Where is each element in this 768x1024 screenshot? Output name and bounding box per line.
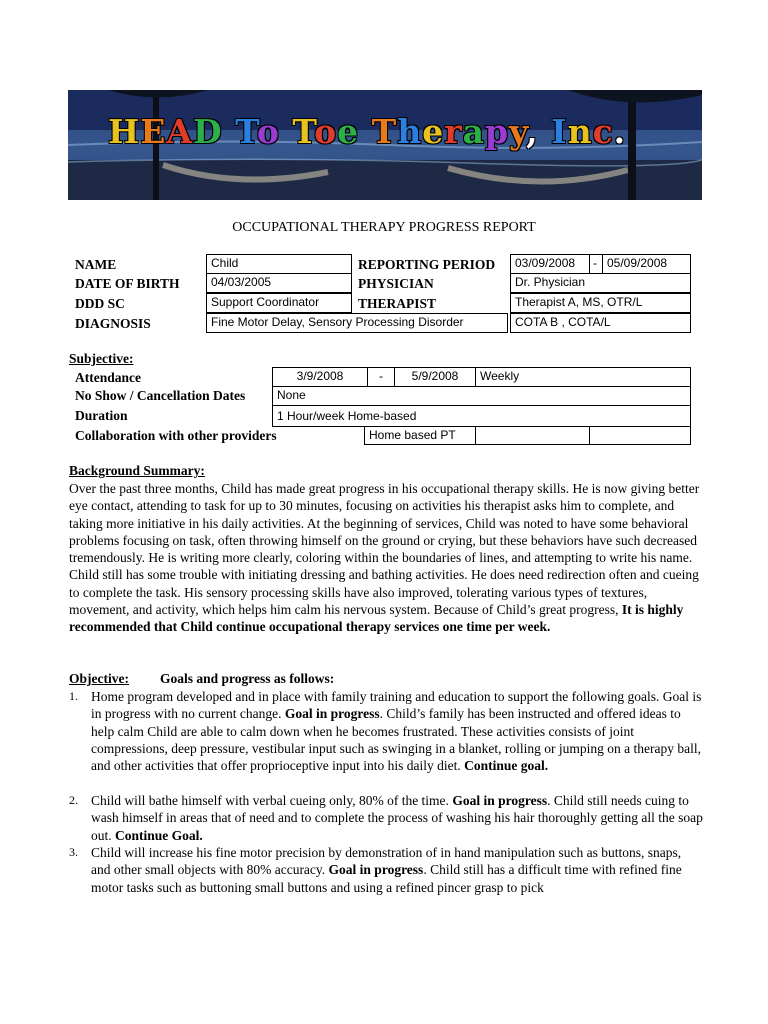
goal-number: 3.: [69, 845, 78, 859]
company-logo: HEAD To Toe Therapy, Inc.: [108, 112, 627, 151]
duration-label: Duration: [75, 408, 128, 423]
goal-text: . Child’s family has been instructed and offered ideas to help calm Child are able to calm down when he becomes frustrated. These activities consists of joint compressions, deep pressure, vestibular input such as swinging in a blanket, rolling or jumping on a therapy ball, and other activities that offer proprioceptive input into his daily diet.: [91, 706, 702, 774]
attendance-start-field: 3/9/2008: [272, 367, 368, 387]
report-title: OCCUPATIONAL THERAPY PROGRESS REPORT: [232, 220, 536, 235]
objective-subheading: Goals and progress as follows:: [160, 671, 335, 686]
attendance-label: Attendance: [75, 370, 141, 385]
period-dash: -: [589, 254, 603, 274]
background-text: Over the past three months, Child has made great progress in his occupational therapy skills. He is now giving better eye contact, attending to task for up to 30 minutes, focusing on activities his therapist asks him to complete, and taking more initiative in his daily activities. At the beginning of services, Child was noted to have some behavioral problems focusing on task, often throwing himself on the ground or crying, but these behaviors have such decreased tremendously. He is writing more clearly, coloring within the boundaries of lines, and attempting to write his name. Child still has some trouble with initiating dressing and bathing activities. He does need redirection often and cueing to complete the task. His sensory processing skills have also improved, tolerating various types of textures, movement, and activity, which helps him calm his nervous system. Because of Child’s great progress,: [69, 481, 700, 618]
noshow-label: No Show / Cancellation Dates: [75, 388, 246, 403]
therapist-field: Therapist A, MS, OTR/L: [510, 293, 691, 313]
goal-text: Child will bathe himself with verbal cueing only, 80% of the time.: [91, 793, 453, 808]
goal-number: 1.: [69, 689, 78, 703]
recommendation-text: It is highly recommended that Child continue occupational therapy services one time per week.: [69, 602, 684, 635]
period-end-field: 05/09/2008: [602, 254, 691, 274]
collab-field: Home based PT: [364, 426, 476, 445]
dob-field: 04/03/2005: [206, 273, 352, 293]
attendance-dash: -: [367, 367, 395, 387]
goal-number: 2.: [69, 793, 78, 807]
goal-status: Goal in progress: [328, 862, 424, 878]
objective-heading: Objective:: [69, 671, 129, 686]
background-paragraph: [69, 480, 705, 636]
ddd-label: DDD SC: [75, 296, 125, 311]
goal-status: Goal in progress: [452, 793, 548, 808]
goal-status: Goal in progress: [284, 706, 380, 722]
background-heading: Background Summary:: [69, 463, 205, 478]
subjective-heading: Subjective:: [69, 351, 134, 366]
goal-text: . Child still needs cuing to wash himself in areas that of need and to complete the process of washing his hair thoroughly getting all the soap out.: [91, 793, 703, 843]
duration-field: 1 Hour/week Home-based: [272, 405, 691, 427]
diagnosis-field: Fine Motor Delay, Sensory Processing Disorder: [206, 313, 508, 333]
physician-label: PHYSICIAN: [358, 276, 434, 291]
dob-label: DATE OF BIRTH: [75, 276, 180, 291]
goal-text: Home program developed and in place with family training and education to support the following goals. Goal is in progress with no current change.: [91, 689, 702, 722]
goal-text: Child will increase his fine motor precision by demonstration of in hand manipulation such as buttons, snaps, and other small objects with 80% accuracy.: [91, 845, 682, 878]
ddd-field: Support Coordinator: [206, 293, 352, 313]
goal-outcome: Continue Goal.: [115, 827, 203, 843]
goal-item: [91, 792, 703, 844]
collab-field-2: [475, 426, 590, 445]
noshow-field: None: [272, 386, 691, 406]
attendance-frequency-field: Weekly: [475, 367, 691, 387]
period-start-field: 03/09/2008: [510, 254, 590, 274]
goal-item: [91, 688, 703, 774]
goal-text: . Child still has a difficult time with refined fine motor tasks such as buttoning small buttons and using a refined pincer grasp to pick: [91, 862, 682, 895]
physician-field: Dr. Physician: [510, 273, 691, 293]
diagnosis-label: DIAGNOSIS: [75, 316, 151, 331]
attendance-end-field: 5/9/2008: [394, 367, 476, 387]
collab-field-3: [589, 426, 691, 445]
goal-item: [91, 844, 703, 896]
name-field: Child: [206, 254, 352, 274]
name-label: NAME: [75, 257, 117, 272]
period-label: REPORTING PERIOD: [358, 257, 496, 272]
goal-outcome: Continue goal.: [464, 758, 549, 774]
therapist-label: THERAPIST: [358, 296, 437, 311]
cota-field: COTA B , COTA/L: [510, 313, 691, 333]
collab-label: Collaboration with other providers: [75, 428, 277, 443]
